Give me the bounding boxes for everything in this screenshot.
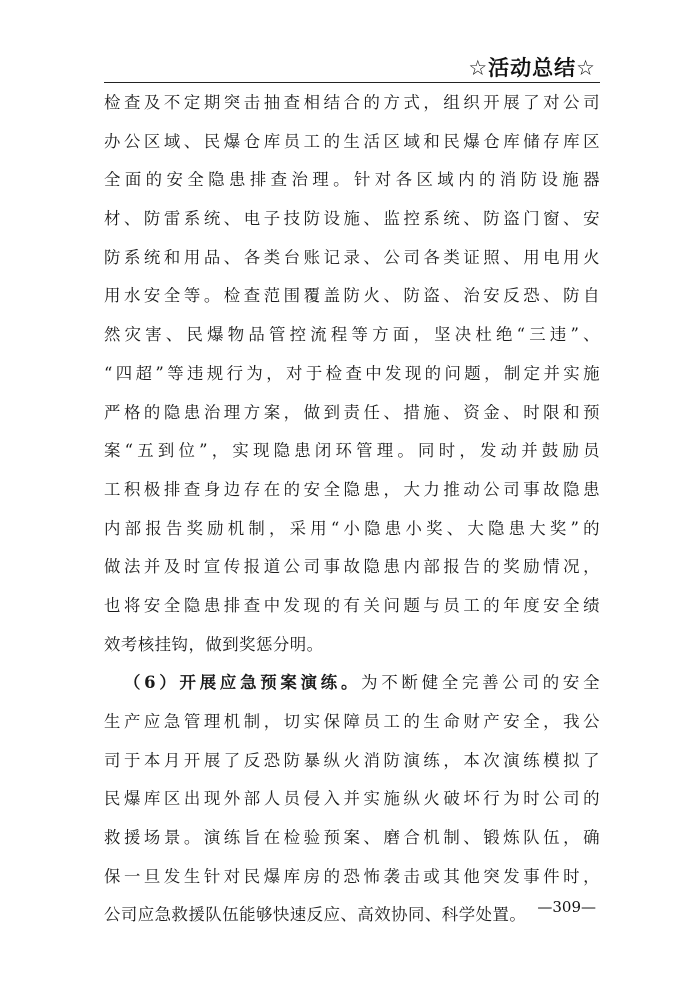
text-line: 保一旦发生针对民爆库房的恐怖袭击或其他突发事件时， <box>104 866 600 886</box>
text-line: 内部报告奖励机制，采用“小隐患小奖、大隐患大奖”的 <box>104 518 600 538</box>
heading-line-text: 为不断健全完善公司的安全 <box>361 673 601 693</box>
text-line: 案“五到位”，实现隐患闭环管理。同时，发动并鼓励员 <box>104 441 600 461</box>
text-line: 材、防雷系统、电子技防设施、监控系统、防盗门窗、安 <box>104 209 600 229</box>
text-line: 办公区域、民爆仓库员工的生活区域和民爆仓库储存库区 <box>104 131 600 151</box>
section-heading: （6）开展应急预案演练。 <box>124 673 362 693</box>
text-line: 司于本月开展了反恐防暴纵火消防演练，本次演练模拟了 <box>104 750 600 770</box>
text-line: 防系统和用品、各类台账记录、公司各类证照、用电用火 <box>104 247 600 267</box>
text-line: 工积极排查身边存在的安全隐患，大力推动公司事故隐患 <box>104 479 600 499</box>
header-rule <box>104 82 600 83</box>
text-line: 生产应急管理机制，切实保障员工的生命财产安全，我公 <box>104 712 600 731</box>
section-heading-line <box>104 664 600 703</box>
text-line: 也将安全隐患排查中发现的有关问题与员工的年度安全绩 <box>104 595 600 615</box>
text-line: 公司应急救援队伍能够快速反应、高效协同、科学处置。 <box>104 905 527 925</box>
text-line: 民爆库区出现外部人员侵入并实施纵火破坏行为时公司的 <box>104 789 600 809</box>
text-line: 用水安全等。检查范围覆盖防火、防盗、治安反恐、防自 <box>104 286 600 306</box>
header-title: ☆活动总结☆ <box>468 56 596 80</box>
text-line: 效考核挂钩，做到奖惩分明。 <box>104 634 324 654</box>
text-line: 做法并及时宣传报道公司事故隐患内部报告的奖励情况， <box>104 557 600 577</box>
text-line: 严格的隐患治理方案，做到责任、措施、资金、时限和预 <box>104 402 600 422</box>
page-number: —309— <box>537 898 596 916</box>
text-line: 然灾害、民爆物品管控流程等方面，坚决杜绝“三违”、 <box>104 325 600 345</box>
text-line: “四超”等违规行为，对于检查中发现的问题，制定并实施 <box>104 363 600 383</box>
text-line: 救援场景。演练旨在检验预案、磨合机制、锻炼队伍，确 <box>104 828 600 848</box>
text-line: 全面的安全隐患排查治理。针对各区域内的消防设施器 <box>104 170 600 190</box>
body-text <box>104 84 600 935</box>
text-line: 检查及不定期突击抽查相结合的方式，组织开展了对公司 <box>104 93 600 112</box>
